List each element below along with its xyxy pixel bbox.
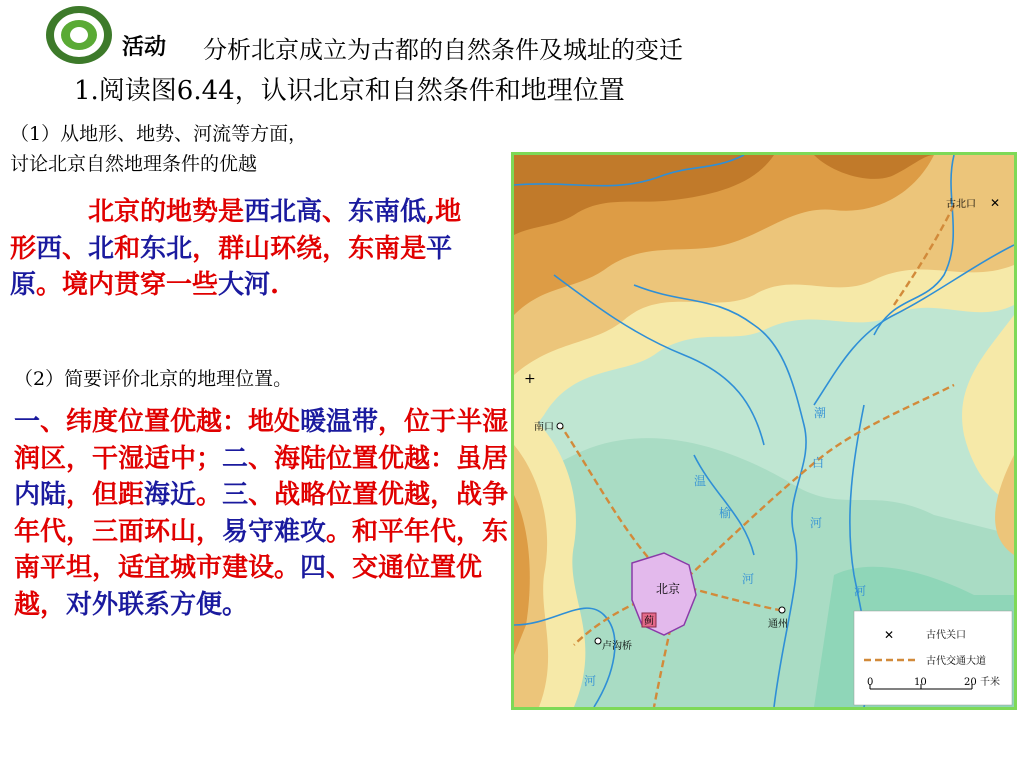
target-logo-icon bbox=[44, 4, 114, 66]
legend-scale-0: 0 bbox=[867, 677, 874, 688]
label-tongzhou: 通州 bbox=[768, 619, 788, 630]
question-1-line2: 讨论北京自然地理条件的优越 bbox=[10, 153, 258, 175]
legend-scale-20: 20 bbox=[964, 677, 977, 688]
label-nankou: 南口 bbox=[534, 422, 554, 433]
answer1-segment: , bbox=[426, 197, 436, 227]
label-river-he-1: 河 bbox=[810, 516, 823, 530]
question-1 bbox=[10, 119, 470, 179]
answer1-segment: 、 bbox=[322, 197, 349, 227]
answer2-segment: 三 bbox=[222, 480, 249, 510]
label-river-wen: 温 bbox=[694, 474, 707, 488]
legend-pass-icon: ✕ bbox=[884, 628, 895, 642]
label-river-he-2: 河 bbox=[742, 572, 755, 586]
answer-1 bbox=[10, 194, 480, 304]
answer1-segment: 西北高 bbox=[244, 197, 323, 227]
answer2-segment: 。和平年代，东南平坦，适宜城市建设。 bbox=[14, 516, 509, 583]
answer1-segment: 东北 bbox=[140, 233, 193, 264]
answer1-segment: 。境内贯穿一些 bbox=[36, 270, 219, 300]
answer2-segment: 对外联系方便。 bbox=[66, 589, 249, 620]
answer1-segment: . bbox=[270, 270, 280, 300]
legend-road-label: 古代交通大道 bbox=[926, 656, 986, 667]
label-beijing: 北京 bbox=[656, 582, 681, 596]
answer2-segment: 一 bbox=[14, 407, 41, 437]
pass-marker-west-icon: + bbox=[524, 371, 536, 387]
answer1-segment: 北 bbox=[88, 233, 115, 264]
label-lugouqiao: 卢沟桥 bbox=[602, 641, 632, 652]
answer2-segment: 。 bbox=[196, 480, 223, 510]
question-2: （2）简要评价北京的地理位置。 bbox=[14, 368, 293, 390]
answer1-segment: 北京的地势是 bbox=[88, 197, 245, 227]
label-river-bai: 白 bbox=[812, 456, 825, 470]
answer2-segment: 半湿润区 bbox=[14, 407, 509, 474]
answer2-segment: 、海陆位置优越：虽居 bbox=[248, 443, 509, 474]
answer2-segment: 二 bbox=[222, 443, 249, 474]
legend-scale-unit: 千米 bbox=[980, 677, 1000, 688]
answer1-segment: 大河 bbox=[218, 270, 271, 300]
answer1-segment: 和 bbox=[114, 233, 141, 264]
activity-label: 活动 bbox=[122, 34, 167, 60]
answer2-segment: ，但距 bbox=[66, 480, 145, 510]
label-ji: 蓟 bbox=[644, 616, 654, 627]
question-1-line1: （1）从地形、地势、河流等方面， bbox=[10, 123, 308, 145]
answer2-segment: ，干湿适中； bbox=[66, 443, 223, 474]
lugouqiao-dot-icon bbox=[595, 638, 601, 644]
map-svg bbox=[514, 155, 1014, 707]
answer2-segment: 四 bbox=[300, 553, 327, 583]
answer2-segment: 、纬度位置优越：地处 bbox=[40, 407, 301, 437]
answer1-segment: 东南低 bbox=[348, 197, 427, 227]
answer2-segment: 、交通位置优越， bbox=[14, 553, 483, 620]
answer1-segment: ，群山环绕，东南是 bbox=[192, 233, 427, 264]
legend-scale-10: 10 bbox=[914, 677, 927, 688]
tongzhou-dot-icon bbox=[779, 607, 785, 613]
label-river-yu: 榆 bbox=[719, 506, 732, 520]
activity-logo bbox=[44, 4, 114, 66]
nankou-dot-icon bbox=[557, 423, 563, 429]
label-gubeikou: 古北口 bbox=[946, 199, 976, 210]
answer-2 bbox=[14, 404, 510, 623]
legend-pass-label: 古代关口 bbox=[926, 630, 966, 641]
answer2-segment: 暖温带 bbox=[300, 407, 379, 437]
page-subtitle: 1.阅读图6.44，认识北京和自然条件和地理位置 bbox=[74, 76, 625, 106]
pass-marker-gubeikou-icon: ✕ bbox=[990, 196, 1001, 210]
answer2-segment: 、战略位置优越，战争年代，三面环山， bbox=[14, 480, 509, 547]
label-river-he-3: 河 bbox=[854, 584, 867, 598]
answer2-segment: ，位于 bbox=[378, 407, 457, 437]
answer2-segment: 海近 bbox=[144, 480, 197, 510]
page-title: 分析北京成立为古都的自然条件及城址的变迁 bbox=[203, 36, 683, 64]
label-river-chao: 潮 bbox=[814, 406, 827, 420]
label-river-he-4: 河 bbox=[584, 674, 597, 688]
answer1-segment: 西 bbox=[36, 233, 63, 264]
answer1-segment: 平原 bbox=[10, 233, 453, 300]
answer1-segment: 、 bbox=[62, 233, 89, 264]
answer2-segment: 内陆 bbox=[14, 480, 67, 510]
map-legend bbox=[854, 611, 1012, 705]
beijing-terrain-map bbox=[511, 152, 1017, 710]
answer2-segment: 易守难攻 bbox=[222, 516, 327, 547]
answer1-segment: 地形 bbox=[10, 197, 462, 264]
